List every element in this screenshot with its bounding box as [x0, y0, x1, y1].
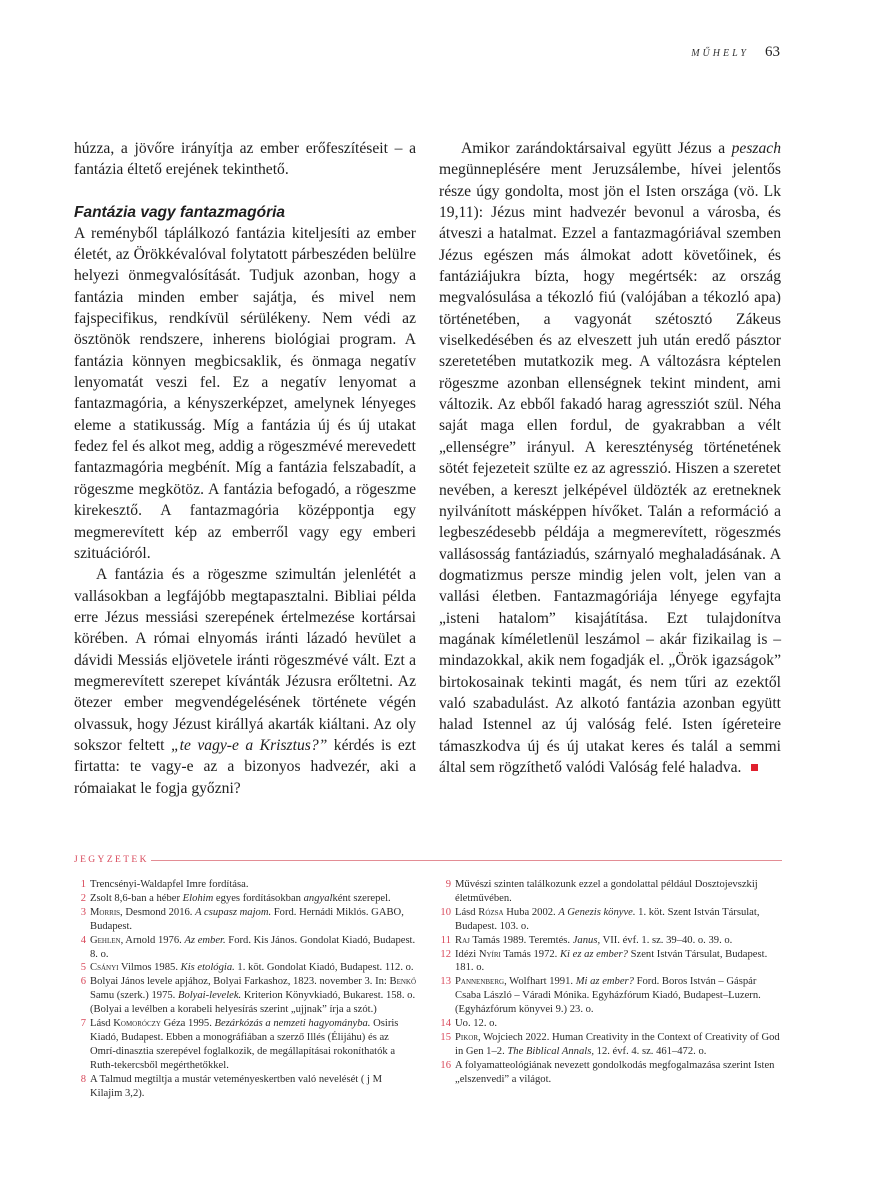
notes-heading: [74, 855, 782, 865]
footnote-number: 3: [80, 906, 86, 918]
footnote-text: Ford. Hernádi Miklós. GABO, Budapest.: [90, 906, 404, 932]
footnote: [74, 892, 416, 906]
footnote-text: Bolyai János levele apjához, Bolyai Farkashoz, 1823. november 3. In:: [90, 976, 390, 988]
footnote-text: , Arnold 1976.: [120, 934, 185, 946]
footnote-text: VII. évf. 1. sz. 39–40. o. 39. o.: [600, 934, 733, 946]
footnote-text: Vilmos 1985.: [118, 962, 181, 974]
footnote-text: Elohim: [182, 892, 214, 904]
footnote-number: 2: [80, 892, 86, 904]
footnote-number: 6: [80, 976, 86, 988]
footnote-text: , Wolfhart 1991.: [504, 976, 576, 988]
footnote-text: Az ember.: [184, 934, 226, 946]
footnote-text: Benkő: [389, 976, 417, 988]
footnote: [74, 906, 416, 934]
text-run: Amikor zarándoktársaival együtt Jézus a: [461, 140, 732, 157]
footnote-number: 11: [440, 934, 451, 946]
intro-paragraph: húzza, a jövőre irányítja az ember erőfeszítéseit – a fantázia éltető erejének tekinthető.: [74, 140, 416, 179]
footnote-text: Kriterion Könyvkiadó, Bukarest. 158. o. (Bolyai a levélben a korabeli helyesírás szerint „ujjnak” írja a szót.): [90, 990, 416, 1016]
footnotes-left: [74, 878, 416, 1101]
footnote-number: 15: [440, 1031, 451, 1043]
paragraph: A reményből táplálkozó fantázia kiteljesíti az ember életét, az Örökkévalóval folytatott párbeszéden belülre helyezi önmegvalósítását. Tudjuk azonban, hogy a fantázia minden ember sajátja, és mivel nem fajspecifikus, rendkívül sérülékeny. Nem védi az ösztönök rendszere, inherens biológiai program. A fantázia könnyen megbicsaklik, és önmaga negatív lenyomatát veszi fel. Ez a negatív lenyomat a fantazmagória, a kényszerképzet, amelynek lényeges eleme a statikusság. Míg a fantázia új és új utakat fedez fel és alkot meg, addig a rögeszmévé merevedett fantazmagória megbénít. Míg a fantázia felszabadít, a rögeszme megkötöz. A fantázia befogadó, a rögeszme kirekesztő. A fantazmagória középpontja egy megmerevített kép az emberről vagy egy emberi szituációról.: [74, 224, 416, 562]
footnote-text: Pannenberg: [455, 976, 505, 988]
footnote-number: 5: [80, 962, 86, 974]
text-run: megünneplésére ment Jeruzsálembe, hívei jelentős része úgy gondolta, most jön el Isten országa (vö. Lk 19,11): Jézus mint hadvezér bevonul a városba, és átveszi a hatalmat. Ezzel a fantazmagóriával szemben Jézus egészen más álmokat adott követőinek, és fantáziájukra bízta, hogy megértsék: az ország megvalósulása a tékozló fiú (valójában a tékozló apa) történetében, a vagyonát szétosztó Zákeus viselkedésében és az elveszett juh után eredő pásztor szeretetében mutatkozik meg. A változásra képtelen rögeszme azonban ellenségnek tekint mindent, ami változik. Az ebből fakadó harag agressziót szül. Néha saját maga ellen fordul, de gyakrabban a vélt „ellenségre” irányul. A kereszténység történetének sötét fejezeteit szülte ez az agresszió. Hiszen a szeretet nevében, a kereszt jelképével üldözték az eretneknek nyilvánított másképpen hívőket. Talán a reformáció a legbeszédesebb példája a megmerevített, rögeszmés vallásosság fantáziadús, szárnyaló meghaladásának. A dogmatizmus persze mindig jelen volt, jelen van a vallási életben. Fantazmagóriája lényege egyfajta „isteni hatalom” kisajátítása. Ezt tulajdonítva magának kíméletlenül leszámol – akár fizikailag is – mindazokkal, akik nem fogadják el. „Örök igazságok” birtokosainak tekinti magát, és nem tűri az ezektől való szabadulást. Az alkotó fantázia azonban együtt halad Istennel az új valóság felé. Isten ígéreteire támaszkodva új és új utakat keres és talál a semmi által sem rögzíthető valódi Valóság felé haladva.: [439, 161, 781, 776]
footnote-number: 9: [445, 879, 451, 890]
footnote-number: 8: [80, 1073, 86, 1085]
footnote-text: Csányi: [90, 962, 119, 974]
footnote: [439, 934, 781, 948]
footnote-text: Samu (szerk.) 1975.: [90, 990, 178, 1002]
footnote-number: 12: [440, 948, 451, 960]
footnote-number: 4: [80, 934, 86, 946]
footnote: [439, 1031, 781, 1059]
footnote: [439, 878, 781, 906]
footnote-text: Trencsényi-Waldapfel Imre fordítása.: [90, 879, 249, 890]
footnote-text: Rózsa: [478, 906, 504, 918]
footnote-text: Kis etológia.: [180, 962, 235, 974]
footnote-text: Szent István Társulat, Budapest. 181. o.: [455, 948, 768, 974]
footnote-text: Bezárkózás a nemzeti hagyományba.: [214, 1018, 371, 1030]
footnote-text: Morris: [90, 906, 121, 918]
running-head: [691, 44, 780, 61]
footnote-text: Pikor: [455, 1031, 479, 1043]
right-column: [439, 138, 781, 778]
footnote-text: angyal: [303, 892, 333, 904]
footnote-text: Gehlen: [90, 934, 121, 946]
footnote: [74, 1017, 416, 1073]
footnote-text: 1. köt. Szent István Társulat, Budapest. 103. o.: [455, 906, 760, 932]
footnote-text: Komoróczy: [113, 1018, 161, 1030]
footnote-text: Idézi: [455, 948, 479, 960]
footnote-number: 13: [440, 976, 451, 988]
footnotes-right: [439, 878, 781, 1087]
footnote-text: , Desmond 2016.: [120, 906, 196, 918]
footnote-text: ként szerepel.: [332, 892, 391, 904]
footnote-text: Huba 2002.: [503, 906, 559, 918]
text-run: kérdés is ezt firtatta: te vagy-e az a bizonyos hadvezér, aki a rómaiakat le fogja győzni?: [74, 736, 417, 797]
footnote: [74, 1073, 416, 1101]
footnote-text: Mi az ember?: [575, 976, 634, 988]
left-column: [74, 138, 416, 799]
footnote-text: 12. évf. 4. sz. 461–472. o.: [594, 1045, 707, 1057]
end-of-article-mark: [751, 764, 758, 771]
footnote-text: Uo. 12. o.: [455, 1018, 498, 1030]
footnote-number: 1: [80, 879, 86, 890]
footnote-text: egyes fordításokban: [213, 892, 304, 904]
footnote-text: 1. köt. Gondolat Kiadó, Budapest. 112. o.: [234, 962, 414, 974]
footnote-text: Nyíri: [478, 948, 501, 960]
italic-term: peszach: [731, 140, 781, 157]
footnote: [439, 975, 781, 1017]
footnote-number: 14: [440, 1018, 451, 1030]
footnote: [74, 934, 416, 962]
footnote-text: Művészi szinten találkozunk ezzel a gondolattal például Dosztojevszkij életművében.: [455, 879, 758, 904]
footnote-text: Tamás 1972.: [500, 948, 560, 960]
footnote-text: Lásd: [90, 1018, 114, 1030]
footnote-number: 7: [80, 1018, 86, 1030]
footnote: [439, 906, 781, 934]
footnote-text: Zsolt 8,6-ban a héber: [90, 892, 183, 904]
footnote: [74, 975, 416, 1017]
footnote-number: 16: [440, 1059, 451, 1071]
footnote-text: The Biblical Annals,: [507, 1045, 594, 1057]
footnote-text: Janus,: [572, 934, 601, 946]
footnote-text: A folyamatteológiának nevezett gondolkodás megfogalmazása szerint Isten „elszenvedi” a világot.: [455, 1059, 775, 1085]
page-number: 63: [765, 44, 780, 60]
footnote: [74, 961, 416, 975]
footnote-text: A csupasz majom.: [195, 906, 272, 918]
footnote-number: 10: [440, 906, 451, 918]
notes-title: JEGYZETEK: [74, 855, 149, 865]
paragraph: [439, 138, 781, 778]
footnote: [439, 1017, 781, 1031]
footnote-text: A Genezis könyve.: [558, 906, 636, 918]
footnote: [439, 1059, 781, 1087]
footnote-text: Ki ez az ember?: [559, 948, 628, 960]
footnote-text: Osiris Kiadó, Budapest. Ebben a monográfiában a szerző Illés (Élijáhu) és az Omrí-dinasztia szerepével foglalkozik, de megállapításai rokoníthatók a Ruth-tekercsből megérthetőkkel.: [90, 1018, 399, 1071]
footnote-text: , Wojciech 2022. Human Creativity in the Context of Creativity of God in Gen 1–2.: [455, 1031, 780, 1057]
footnote-text: Lásd: [455, 906, 479, 918]
footnote-text: Géza 1995.: [160, 1018, 215, 1030]
section-subheading: Fantázia vagy fantazmagória: [74, 203, 286, 221]
paragraph: [74, 564, 416, 799]
text-run: A fantázia és a rögeszme szimultán jelenlétét a vallásokban a legfájóbb megtapasztalni. Bibliai példa erre Jézus messiási szerepének értelmezése kortársai körében. A római elnyomás iránti lázadó hevület a dávidi Messiás eljövetele iránti rögeszmévé vált. Ezt a megmerevített szerepet kívánták Jézusra erőltetni. Az ötezer ember megvendégelésének története végén olvassuk, hogy Jézust királlyá akarták kiáltani. Az oly sokszor feltett: [74, 566, 416, 754]
italic-quote: „te vagy-e a Krisztus?”: [170, 736, 328, 754]
footnote-text: Ford. Kis János. Gondolat Kiadó, Budapest. 8. o.: [90, 934, 416, 960]
footnote: [74, 878, 416, 892]
footnote-text: Tamás 1989. Teremtés.: [469, 934, 573, 946]
footnote-text: A Talmud megtiltja a mustár veteményeskertben való nevelését ( j M Kilajim 3,2).: [90, 1073, 383, 1099]
section-name: MŰHELY: [691, 48, 749, 59]
footnote-text: Ford. Boros István – Gáspár Csaba László – Váradi Mónika. Egyházfórum Kiadó, Budapest–Luzern. (Egyházfórum könyvei 9.) 23. o.: [455, 976, 761, 1016]
footnote-text: Raj: [455, 934, 470, 946]
footnote: [439, 948, 781, 976]
footnote-text: Bolyai-levelek.: [177, 990, 242, 1002]
notes-divider: [151, 860, 782, 861]
